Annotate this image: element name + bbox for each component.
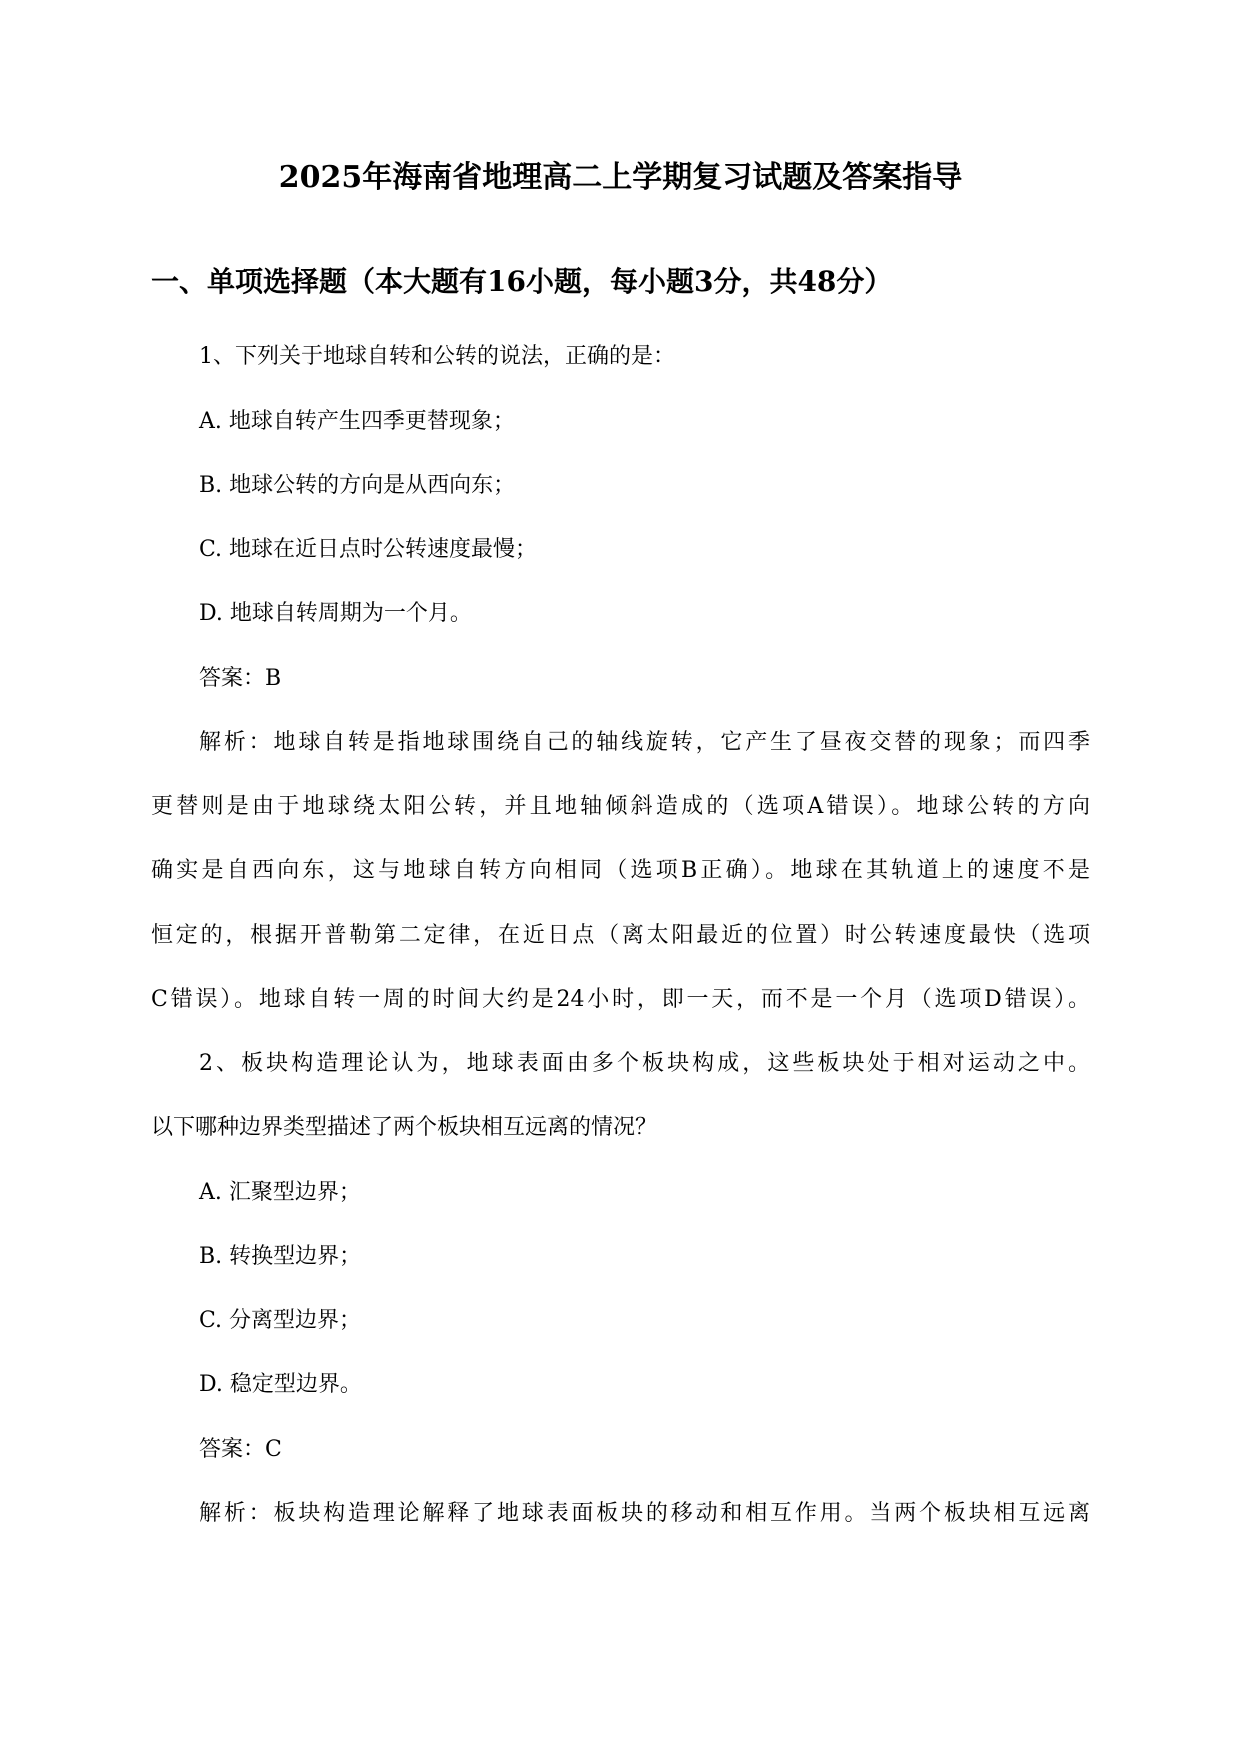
question-2-option-d: D. 稳定型边界。 xyxy=(199,1372,362,1397)
question-2-option-b: B. 转换型边界； xyxy=(199,1244,362,1269)
document-title: 2025年海南省地理高二上学期复习试题及答案指导 xyxy=(278,160,963,195)
question-2-option-c: C. 分离型边界； xyxy=(199,1308,362,1333)
question-1-analysis-line-5: C错误）。地球自转一周的时间大约是24小时，即一天，而不是一个月（选项D错误）。 xyxy=(151,987,1090,1012)
question-1-option-a: A. 地球自转产生四季更替现象； xyxy=(199,409,515,434)
question-1-analysis-line-4: 恒定的，根据开普勒第二定律，在近日点（离太阳最近的位置）时公转速度最快（选项 xyxy=(151,923,1090,948)
question-1-option-c: C. 地球在近日点时公转速度最慢； xyxy=(199,537,538,562)
question-1-analysis-line-3: 确实是自西向东，这与地球自转方向相同（选项B正确）。地球在其轨道上的速度不是 xyxy=(151,858,1090,883)
question-2-option-a: A. 汇聚型边界； xyxy=(199,1180,361,1205)
question-1-option-d: D. 地球自转周期为一个月。 xyxy=(199,601,472,626)
question-1-analysis-line-2: 更替则是由于地球绕太阳公转，并且地轴倾斜造成的（选项A错误）。地球公转的方向 xyxy=(151,794,1090,819)
question-1-answer: 答案：B xyxy=(199,666,282,691)
question-2-answer: 答案：C xyxy=(199,1437,282,1462)
question-1-stem: 1、下列关于地球自转和公转的说法，正确的是： xyxy=(199,344,675,369)
question-2-stem-line-1: 2、板块构造理论认为，地球表面由多个板块构成，这些板块处于相对运动之中。 xyxy=(199,1051,1090,1076)
question-1-analysis-line-1: 解析：地球自转是指地球围绕自己的轴线旋转，它产生了昼夜交替的现象；而四季 xyxy=(199,730,1090,755)
question-2-analysis-line-1: 解析：板块构造理论解释了地球表面板块的移动和相互作用。当两个板块相互远离 xyxy=(199,1501,1090,1526)
question-2-stem-line-2: 以下哪种边界类型描述了两个板块相互远离的情况？ xyxy=(151,1115,658,1140)
question-1-option-b: B. 地球公转的方向是从西向东； xyxy=(199,473,516,498)
section-heading: 一、单项选择题（本大题有16小题，每小题3分，共48分） xyxy=(151,265,893,298)
